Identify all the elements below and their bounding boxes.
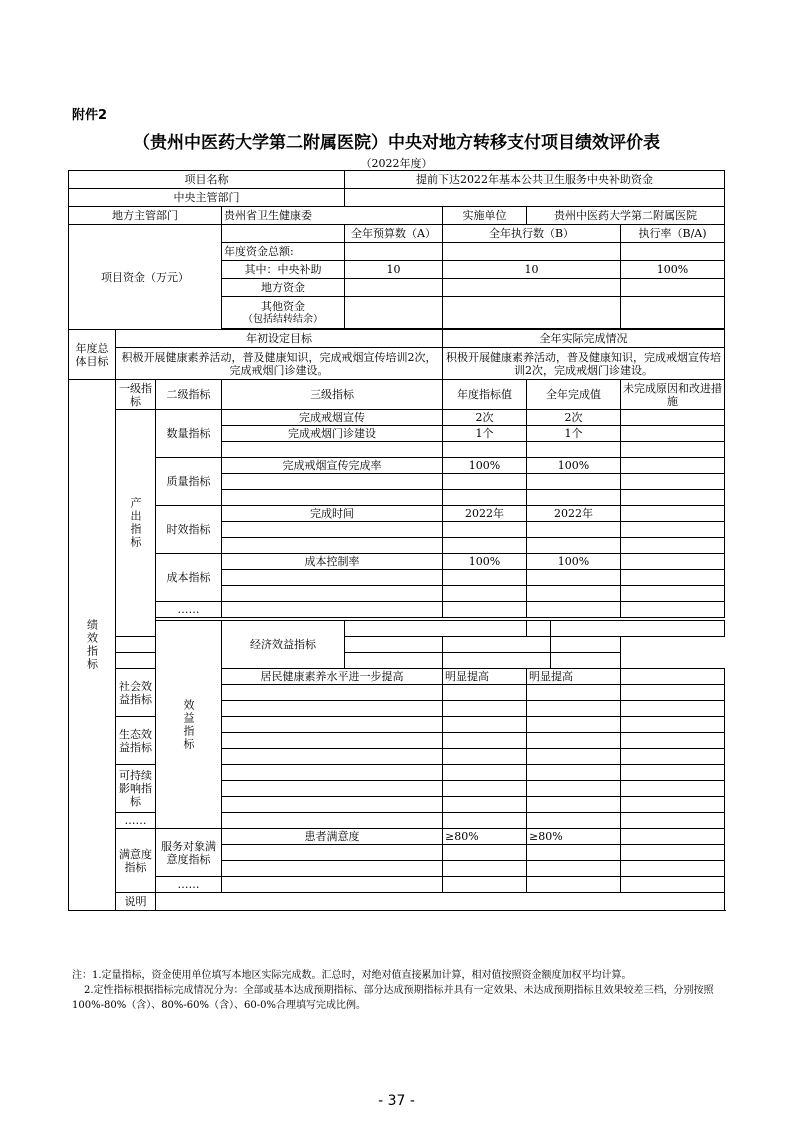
cost-row-0-target: 100%	[443, 554, 527, 570]
benefit-label: 效益指标	[156, 621, 222, 829]
output-ellipsis: ……	[156, 602, 222, 618]
funds-total-label: 年度资金总额:	[222, 243, 345, 261]
funds-central-exec: 10	[443, 261, 621, 279]
col-actual: 全年完成值	[527, 380, 621, 410]
funds-col-exec: 全年执行数（B）	[443, 225, 621, 243]
funds-other-sub: （包括结转结余）	[243, 313, 323, 325]
social-label: 社会效益指标	[116, 669, 156, 717]
footnote-1: 注：1.定量指标，资金使用单位填写本地区实际完成数。汇总时，对绝对值直接累加计算，相对值按照资金额度加权平均计算。	[72, 970, 632, 981]
social-row-0-actual: 明显提高	[527, 669, 621, 685]
service-row-0-actual: ≥80%	[527, 829, 621, 845]
funds-local-label: 地方资金	[222, 279, 345, 297]
funds-col-budget: 全年预算数（A）	[345, 225, 443, 243]
funds-other-title: 其他资金	[261, 299, 305, 313]
output-label: 产出指标	[116, 410, 156, 637]
eco-label: 生态效益指标	[116, 717, 156, 765]
goals-actual-label: 全年实际完成情况	[443, 330, 725, 348]
central-dept-value	[345, 189, 725, 207]
indicators-main-label: 绩效指标	[69, 380, 116, 911]
funds-central-budget: 10	[345, 261, 443, 279]
service-label: 服务对象满意度指标	[156, 829, 222, 877]
quantity-row-0-name: 完成戒烟宣传	[222, 410, 443, 426]
goals-initial-text: 积极开展健康素养活动，普及健康知识，完成戒烟宣传培训2次，完成戒烟门诊建设。	[116, 348, 443, 380]
sustain-label: 可持续影响指标	[116, 765, 156, 813]
form-title: （贵州中医药大学第二附属医院）中央对地方转移支付项目绩效评价表	[133, 133, 660, 153]
satisfaction-label: 满意度指标	[116, 829, 156, 893]
time-row-0-actual: 2022年	[527, 506, 621, 522]
local-dept-value: 贵州省卫生健康委	[222, 207, 443, 225]
quantity-row-1-target: 1个	[443, 426, 527, 442]
impl-unit-value: 贵州中医药大学第二附属医院	[527, 207, 725, 225]
col-level3: 三级指标	[222, 380, 443, 410]
service-row-0-name: 患者满意度	[222, 829, 443, 845]
funds-other-label	[222, 297, 345, 329]
evaluation-table	[68, 170, 725, 911]
remark-label: 说明	[116, 893, 156, 911]
quantity-row-1-name: 完成戒烟门诊建设	[222, 426, 443, 442]
footnote-2: 2.定性指标根据指标完成情况分为：全部或基本达成预期指标、部分达成预期指标并具有一定效果、未达成预期指标且效果较差三档，分别按照100%-80%（含）、80%-60%（含）、60-0%合理填写完成比例。	[72, 985, 714, 1011]
project-name-value: 提前下达2022年基本公共卫生服务中央补助资金	[345, 171, 725, 189]
cost-label: 成本指标	[156, 554, 222, 602]
cost-row-0-name: 成本控制率	[222, 554, 443, 570]
goals-initial-label: 年初设定目标	[116, 330, 443, 348]
time-row-0-name: 完成时间	[222, 506, 443, 522]
funds-central-label: 其中：中央补助	[222, 261, 345, 279]
quality-label: 质量指标	[156, 458, 222, 506]
goals-label: 年度总体目标	[69, 330, 116, 380]
time-label: 时效指标	[156, 506, 222, 554]
col-target: 年度指标值	[443, 380, 527, 410]
satisfaction-ellipsis: ……	[156, 877, 222, 893]
cost-row-0-actual: 100%	[527, 554, 621, 570]
funds-col-rate: 执行率（B/A)	[621, 225, 725, 243]
page-number: - 37 -	[378, 1093, 415, 1109]
service-row-0-target: ≥80%	[443, 829, 527, 845]
time-row-0-target: 2022年	[443, 506, 527, 522]
annex-label: 附件2	[72, 108, 108, 123]
quantity-row-0-target: 2次	[443, 410, 527, 426]
quantity-row-0-actual: 2次	[527, 410, 621, 426]
economic-label: 经济效益指标	[222, 621, 345, 669]
project-name-label: 项目名称	[69, 171, 345, 189]
funds-blank	[222, 225, 345, 243]
social-row-0-name: 居民健康素养水平进一步提高	[222, 669, 443, 685]
quality-row-0-name: 完成戒烟宣传完成率	[222, 458, 443, 474]
footnotes	[72, 968, 722, 1013]
funds-label: 项目资金（万元）	[69, 225, 222, 330]
quality-row-0-target: 100%	[443, 458, 527, 474]
goals-actual-text: 积极开展健康素养活动，普及健康知识，完成戒烟宣传培训2次，完成戒烟门诊建设。	[443, 348, 725, 380]
local-dept-label: 地方主管部门	[69, 207, 222, 225]
remark-value	[156, 893, 725, 911]
quantity-row-1-actual: 1个	[527, 426, 621, 442]
central-dept-label: 中央主管部门	[69, 189, 345, 207]
col-level2: 二级指标	[156, 380, 222, 410]
funds-central-rate: 100%	[621, 261, 725, 279]
benefit-ellipsis: ……	[116, 813, 156, 829]
quantity-label: 数量指标	[156, 410, 222, 458]
form-year: （2022年度）	[360, 157, 433, 170]
impl-unit-label: 实施单位	[443, 207, 527, 225]
col-level1: 一级指标	[116, 380, 156, 410]
social-row-0-target: 明显提高	[443, 669, 527, 685]
col-reason: 未完成原因和改进措施	[621, 380, 725, 410]
quality-row-0-actual: 100%	[527, 458, 621, 474]
